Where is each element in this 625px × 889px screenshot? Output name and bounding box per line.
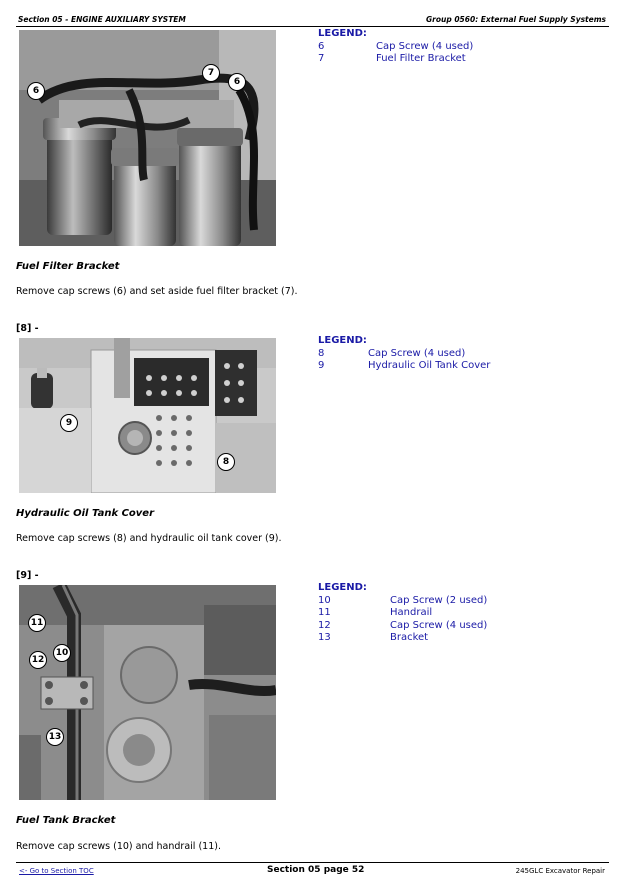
group-header: Group 0560: External Fuel Supply Systems	[426, 15, 606, 24]
page-number: Section 05 page 52	[267, 865, 365, 875]
legend-text: Cap Screw (2 used)	[390, 594, 488, 606]
figure-label: [8] -	[16, 323, 39, 334]
legend-text: Cap Screw (4 used)	[368, 347, 466, 359]
fuel-filter-photo	[19, 30, 276, 246]
legend-text: Cap Screw (4 used)	[390, 619, 488, 631]
legend-title: LEGEND:	[318, 28, 367, 39]
figure-caption: Hydraulic Oil Tank Cover	[16, 508, 155, 519]
hydraulic-tank-photo	[19, 338, 276, 493]
callout-8: 8	[217, 453, 235, 471]
legend-number: 8	[318, 347, 325, 359]
legend-number: 13	[318, 632, 331, 643]
callout-11: 11	[28, 614, 46, 632]
legend-row	[318, 53, 473, 66]
legend-text: Bracket	[390, 632, 429, 643]
legend-text: Cap Screw (4 used)	[376, 40, 474, 52]
callout-9: 9	[60, 414, 78, 432]
callout-6: 6	[27, 82, 45, 100]
legend-row	[318, 41, 473, 54]
callout-7: 7	[202, 64, 220, 82]
callout-6: 6	[228, 73, 246, 91]
legend-text: Hydraulic Oil Tank Cover	[368, 360, 491, 371]
footer-divider	[16, 862, 609, 863]
instruction-text: Remove cap screws (8) and hydraulic oil tank cover (9).	[16, 533, 282, 544]
legend-title: LEGEND:	[318, 582, 367, 593]
figure-caption: Fuel Tank Bracket	[16, 815, 116, 826]
header-divider	[16, 26, 609, 27]
instruction-text: Remove cap screws (6) and set aside fuel filter bracket (7).	[16, 286, 298, 297]
legend-figure-1	[318, 28, 473, 66]
legend-number: 10	[318, 594, 331, 606]
callout-12: 12	[29, 651, 47, 669]
document-title: 245GLC Excavator Repair	[515, 867, 605, 875]
legend-number: 6	[318, 40, 325, 52]
legend-row	[318, 348, 490, 361]
legend-number: 12	[318, 619, 331, 631]
callout-13: 13	[46, 728, 64, 746]
figure-label: [9] -	[16, 570, 39, 581]
legend-text: Handrail	[390, 607, 433, 618]
legend-title: LEGEND:	[318, 335, 367, 346]
legend-row	[318, 632, 487, 645]
legend-figure-3	[318, 582, 487, 645]
legend-row	[318, 595, 487, 608]
callout-10: 10	[53, 644, 71, 662]
legend-row	[318, 607, 487, 620]
legend-text: Fuel Filter Bracket	[376, 53, 466, 64]
legend-number: 9	[318, 360, 325, 371]
legend-number: 11	[318, 607, 331, 618]
section-header: Section 05 - ENGINE AUXILIARY SYSTEM	[18, 15, 186, 24]
instruction-text: Remove cap screws (10) and handrail (11).	[16, 841, 221, 852]
section-toc-link[interactable]: <- Go to Section TOC	[19, 867, 94, 875]
fuel-tank-photo	[19, 585, 276, 800]
legend-row	[318, 620, 487, 633]
legend-row	[318, 360, 490, 373]
legend-number: 7	[318, 53, 325, 64]
figure-caption: Fuel Filter Bracket	[16, 261, 120, 272]
legend-figure-2	[318, 335, 490, 373]
